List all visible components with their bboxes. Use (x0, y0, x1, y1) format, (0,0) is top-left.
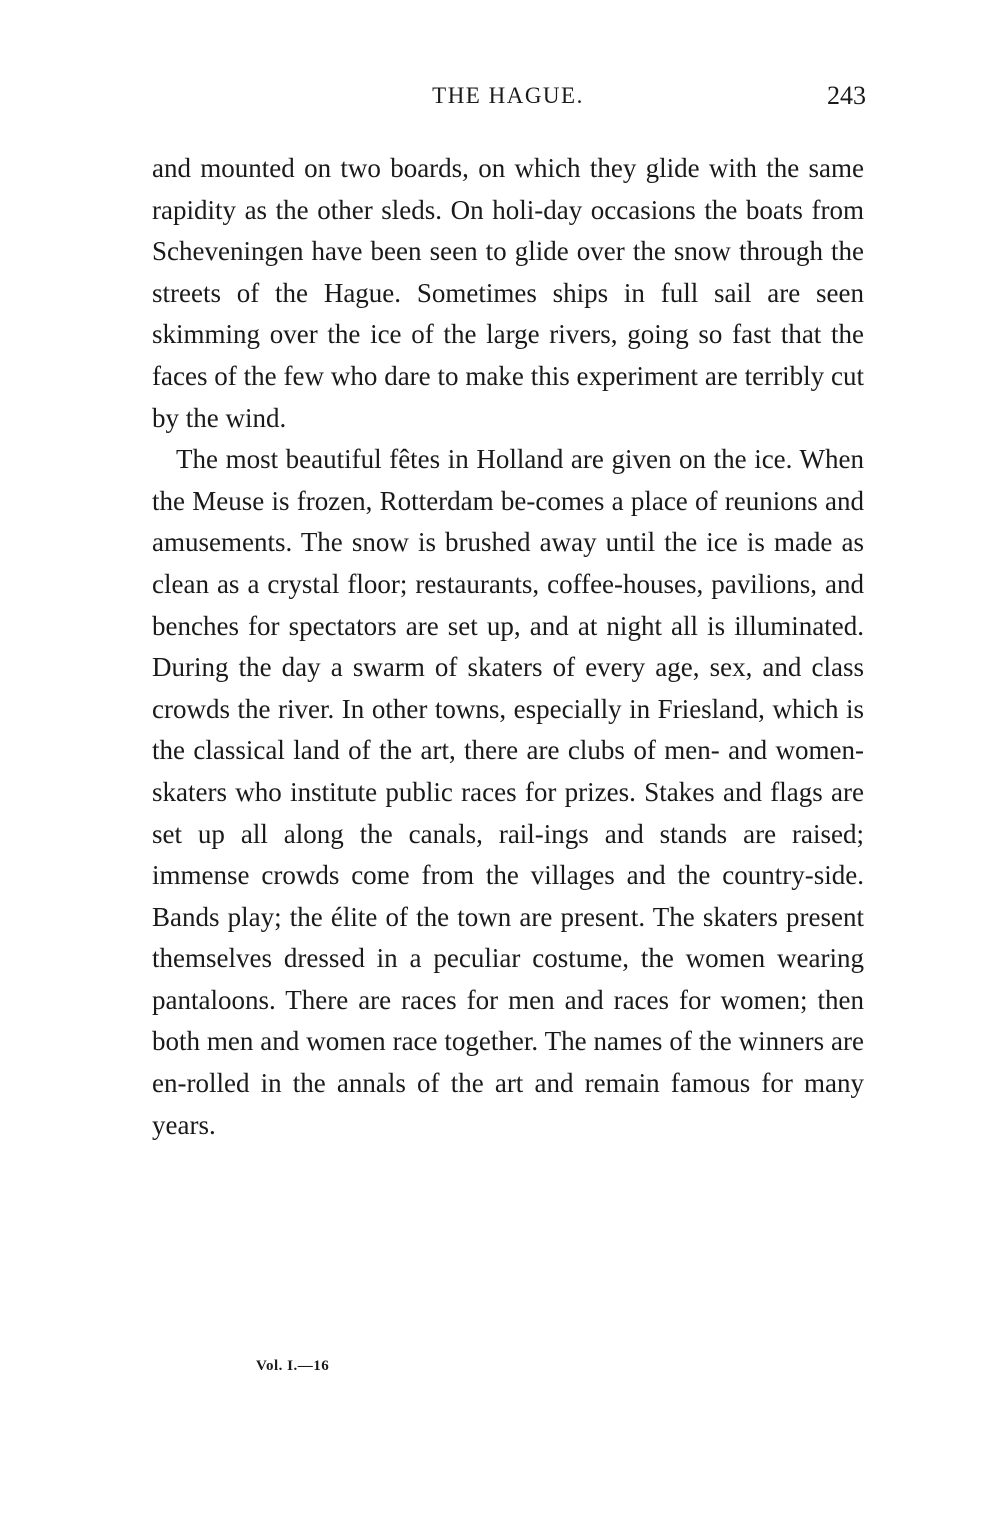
signature-mark: Vol. I.—16 (256, 1358, 330, 1374)
page-number: 243 (827, 81, 866, 110)
page-header (150, 78, 866, 114)
running-head: THE HAGUE. (432, 83, 584, 108)
paragraph-continuation: and mounted on two boards, on which they glide with the same rapidity as the other sleds. On holi-day occasions the boats from Scheveningen have been seen to glide over the snow through the streets of the Hague. Sometimes ships in full sail are seen skimming over the ice of the large rivers, going so fast that the faces of the few who dare to make this experiment are terribly cut by the wind. (152, 153, 864, 433)
page-body (152, 148, 864, 1146)
paragraph-fetes-on-ice: The most beautiful fêtes in Holland are given on the ice. When the Meuse is frozen, Rotterdam be-comes a place of reunions and amusements. The snow is brushed away until the ice is made as clean as a crystal floor; restaurants, coffee-houses, pavilions, and benches for spectators are set up, and at night all is illuminated. During the day a swarm of skaters of every age, sex, and class crowds the river. In other towns, especially in Friesland, which is the classical land of the art, there are clubs of men- and women-skaters who institute public races for prizes. Stakes and flags are set up all along the canals, rail-ings and stands are raised; immense crowds come from the villages and the country-side. Bands play; the élite of the town are present. The skaters present themselves dressed in a peculiar costume, the women wearing pantaloons. There are races for men and races for women; then both men and women race together. The names of the winners are en-rolled in the annals of the art and remain famous for many years. (152, 444, 864, 1140)
